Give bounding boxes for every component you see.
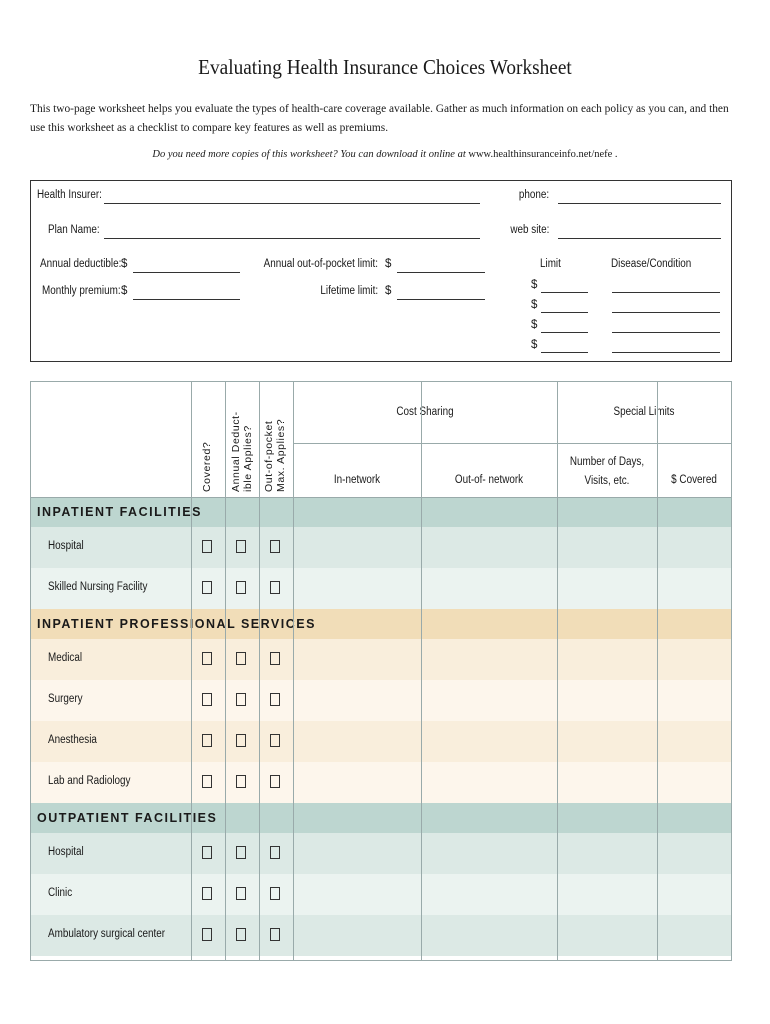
dollar-covered-cell[interactable] (657, 833, 731, 874)
deductible-applies-checkbox[interactable] (236, 540, 246, 553)
number-of-days-cell[interactable] (557, 721, 657, 762)
row-label: Clinic (48, 887, 73, 899)
page-title: Evaluating Health Insurance Choices Worksheet (198, 55, 572, 79)
table-row (31, 874, 731, 915)
monthly-premium-field[interactable] (133, 299, 240, 300)
covered-checkbox[interactable] (202, 887, 212, 900)
deductible-applies-checkbox[interactable] (236, 652, 246, 665)
deductible-applies-checkbox[interactable] (236, 887, 246, 900)
phone-field[interactable] (558, 203, 721, 204)
limit-currency-4: $ (531, 339, 538, 351)
dollar-covered-cell[interactable] (657, 680, 731, 721)
limit-header: Limit (540, 258, 561, 270)
dollar-covered-cell[interactable] (657, 568, 731, 609)
lifetime-currency: $ (385, 285, 392, 297)
plan-name-field[interactable] (104, 238, 480, 239)
download-url[interactable]: www.healthinsuranceinfo.net/nefe . (468, 149, 618, 160)
dollar-covered-cell[interactable] (657, 721, 731, 762)
number-of-days-header (564, 453, 650, 491)
covered-checkbox[interactable] (202, 652, 212, 665)
phone-label: phone: (518, 189, 549, 201)
oop-applies-checkbox[interactable] (270, 540, 280, 553)
oop-applies-checkbox[interactable] (270, 775, 280, 788)
special-limits-header: Special Limits (613, 406, 675, 418)
out-of-network-cell[interactable] (421, 721, 557, 762)
number-of-days-cell[interactable] (557, 762, 657, 803)
out-of-network-cell[interactable] (421, 833, 557, 874)
covered-checkbox[interactable] (202, 540, 212, 553)
row-label: Ambulatory surgical center (48, 928, 166, 940)
oop-limit-field[interactable] (397, 272, 485, 273)
section-heading: INPATIENT PROFESSIONAL SERVICES (31, 609, 731, 639)
oop-limit-label: Annual out-of-pocket limit: (263, 258, 378, 270)
oop-applies-checkbox[interactable] (270, 887, 280, 900)
row-label: Lab and Radiology (48, 775, 131, 787)
covered-checkbox[interactable] (202, 775, 212, 788)
dollar-covered-header: $ Covered (671, 474, 717, 486)
plan-name-label: Plan Name: (48, 224, 100, 236)
column-divider (225, 382, 226, 960)
covered-checkbox[interactable] (202, 693, 212, 706)
deductible-applies-checkbox[interactable] (236, 581, 246, 594)
covered-checkbox[interactable] (202, 734, 212, 747)
deductible-applies-checkbox[interactable] (236, 734, 246, 747)
number-of-days-cell[interactable] (557, 527, 657, 568)
in-network-cell[interactable] (293, 721, 421, 762)
in-network-cell[interactable] (293, 833, 421, 874)
condition-field-2[interactable] (612, 312, 720, 313)
out-of-network-cell[interactable] (421, 568, 557, 609)
table-row (31, 568, 731, 609)
oop-applies-header-line1: Out-of-pocket (263, 420, 275, 492)
row-label: Hospital (48, 540, 84, 552)
oop-applies-checkbox[interactable] (270, 928, 280, 941)
in-network-cell[interactable] (293, 762, 421, 803)
out-of-network-cell[interactable] (421, 874, 557, 915)
oop-applies-checkbox[interactable] (270, 581, 280, 594)
table-row (31, 721, 731, 762)
header-bottom-divider (31, 497, 731, 498)
column-divider (259, 382, 260, 960)
download-note (0, 149, 770, 160)
oop-applies-checkbox[interactable] (270, 693, 280, 706)
limit-currency-2: $ (531, 299, 538, 311)
oop-currency: $ (385, 258, 392, 270)
row-label: Surgery (48, 693, 83, 705)
table-row (31, 639, 731, 680)
coverage-table-header (31, 382, 731, 497)
oop-applies-checkbox[interactable] (270, 846, 280, 859)
number-of-days-cell[interactable] (557, 915, 657, 956)
website-label: web site: (509, 224, 549, 236)
header-divider (293, 443, 731, 444)
table-row (31, 680, 731, 721)
table-row (31, 527, 731, 568)
health-insurer-field[interactable] (104, 203, 480, 204)
dollar-covered-cell[interactable] (657, 762, 731, 803)
row-label: Hospital (48, 846, 84, 858)
row-label: Medical (48, 652, 83, 664)
oop-applies-checkbox[interactable] (270, 652, 280, 665)
cost-sharing-header: Cost Sharing (396, 406, 454, 418)
deductible-applies-checkbox[interactable] (236, 928, 246, 941)
column-divider (293, 382, 294, 960)
in-network-header: In-network (333, 474, 381, 486)
column-divider (421, 382, 422, 960)
number-of-days-cell[interactable] (557, 639, 657, 680)
annual-deductible-label: Annual deductible: (40, 258, 122, 270)
covered-header: Covered? (201, 441, 213, 492)
deductible-applies-header-line1: Annual Deduct- (230, 411, 242, 492)
deductible-applies-checkbox[interactable] (236, 693, 246, 706)
premium-currency: $ (121, 285, 128, 297)
download-question: Do you need more copies of this worksheet? You can download it online at (152, 149, 466, 160)
deductible-applies-checkbox[interactable] (236, 775, 246, 788)
number-of-days-cell[interactable] (557, 568, 657, 609)
column-divider (657, 382, 658, 960)
limit-field-1[interactable] (541, 292, 588, 293)
covered-checkbox[interactable] (202, 846, 212, 859)
out-of-network-cell[interactable] (421, 527, 557, 568)
condition-field-3[interactable] (612, 332, 720, 333)
out-of-network-cell[interactable] (421, 639, 557, 680)
table-row (31, 833, 731, 874)
table-row (31, 762, 731, 803)
condition-field-1[interactable] (612, 292, 720, 293)
out-of-network-cell[interactable] (421, 680, 557, 721)
number-of-days-cell[interactable] (557, 833, 657, 874)
dollar-covered-cell[interactable] (657, 874, 731, 915)
limit-currency-3: $ (531, 319, 538, 331)
lifetime-limit-label: Lifetime limit: (320, 285, 378, 297)
out-of-network-cell[interactable] (421, 915, 557, 956)
monthly-premium-label: Monthly premium: (42, 285, 121, 297)
limit-field-3[interactable] (541, 332, 588, 333)
limit-field-2[interactable] (541, 312, 588, 313)
number-of-days-cell[interactable] (557, 874, 657, 915)
limit-currency-1: $ (531, 279, 538, 291)
condition-field-4[interactable] (612, 352, 720, 353)
in-network-cell[interactable] (293, 527, 421, 568)
number-of-days-line2: Visits, etc. (584, 475, 630, 487)
in-network-cell[interactable] (293, 568, 421, 609)
policy-info-box (30, 180, 732, 362)
deductible-currency: $ (121, 258, 128, 270)
in-network-cell[interactable] (293, 680, 421, 721)
row-label: Anesthesia (48, 734, 97, 746)
dollar-covered-cell[interactable] (657, 639, 731, 680)
disease-condition-header: Disease/Condition (611, 258, 692, 270)
intro-text: This two-page worksheet helps you evaluate the types of health-care coverage available. Gather as much information on each policy as you can, and then use this worksheet as a checklist to compare key features as well as premiums. (30, 103, 729, 134)
health-insurer-label: Health Insurer: (37, 189, 102, 201)
covered-checkbox[interactable] (202, 581, 212, 594)
dollar-covered-cell[interactable] (657, 915, 731, 956)
section-heading: INPATIENT FACILITIES (31, 497, 731, 527)
out-of-network-header: Out-of- network (454, 474, 524, 486)
deductible-applies-header-line2: ible Applies? (242, 425, 254, 492)
in-network-cell[interactable] (293, 874, 421, 915)
section-heading: OUTPATIENT FACILITIES (31, 803, 731, 833)
in-network-cell[interactable] (293, 915, 421, 956)
limit-field-4[interactable] (541, 352, 588, 353)
oop-applies-checkbox[interactable] (270, 734, 280, 747)
row-label: Skilled Nursing Facility (48, 581, 148, 593)
deductible-applies-checkbox[interactable] (236, 846, 246, 859)
column-divider (191, 382, 192, 960)
number-of-days-cell[interactable] (557, 680, 657, 721)
lifetime-limit-field[interactable] (397, 299, 485, 300)
dollar-covered-cell[interactable] (657, 527, 731, 568)
website-field[interactable] (558, 238, 721, 239)
coverage-table (30, 381, 732, 961)
table-row (31, 915, 731, 956)
annual-deductible-field[interactable] (133, 272, 240, 273)
in-network-cell[interactable] (293, 639, 421, 680)
out-of-network-cell[interactable] (421, 762, 557, 803)
oop-applies-header-line2: Max. Applies? (275, 418, 287, 492)
number-of-days-line1: Number of Days, (569, 456, 645, 468)
column-divider (557, 382, 558, 960)
covered-checkbox[interactable] (202, 928, 212, 941)
